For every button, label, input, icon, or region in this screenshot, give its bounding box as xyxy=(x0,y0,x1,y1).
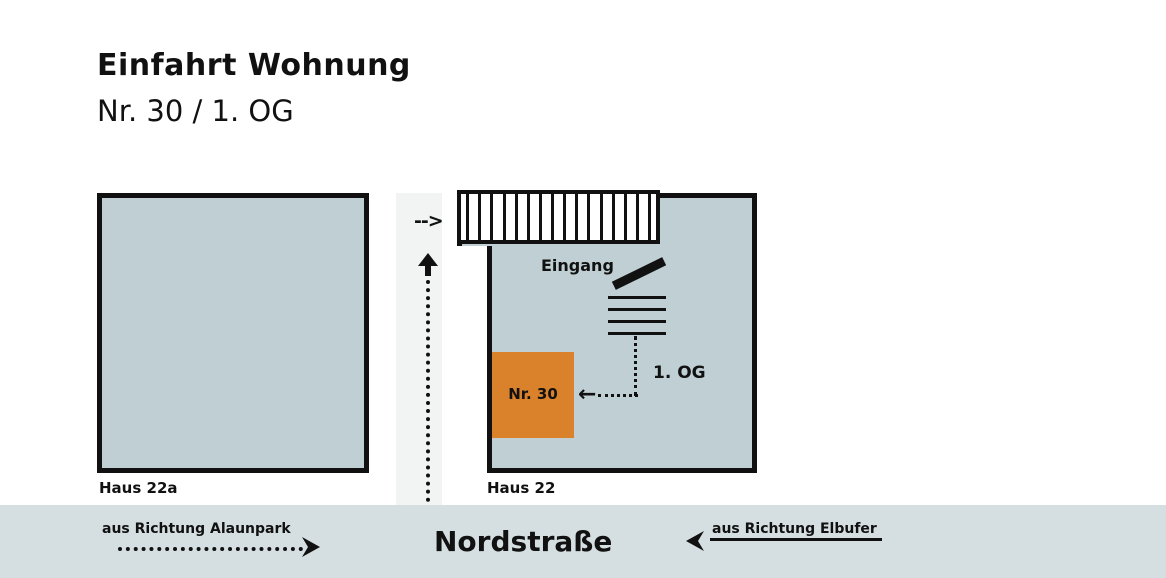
building-haus-22a xyxy=(97,193,369,473)
label-haus-22a: Haus 22a xyxy=(99,479,178,497)
driveway-arrow-up-icon xyxy=(416,252,440,276)
stair-block-right-edge xyxy=(656,190,660,244)
door-icon xyxy=(612,257,666,285)
interior-stairs xyxy=(608,296,666,336)
direction-label-left: aus Richtung Alaunpark xyxy=(102,521,291,537)
driveway-path-dots xyxy=(426,272,430,502)
route-arrow-left-icon: ← xyxy=(578,382,597,407)
direction-arrow-right-icon xyxy=(300,535,322,559)
driveway-strip xyxy=(396,193,442,505)
direction-dots-left xyxy=(118,547,303,551)
page-subtitle: Nr. 30 / 1. OG xyxy=(97,94,294,128)
page-title: Einfahrt Wohnung xyxy=(97,48,411,83)
building-notch xyxy=(457,246,490,473)
label-haus-22: Haus 22 xyxy=(487,479,556,497)
stair-block-left-edge xyxy=(457,190,461,244)
apartment-label: Nr. 30 xyxy=(508,385,558,403)
route-path-horizontal xyxy=(598,394,638,397)
street-name: Nordstraße xyxy=(434,525,613,558)
label-eingang: Eingang xyxy=(541,256,614,275)
direction-label-right: aus Richtung Elbufer xyxy=(712,521,877,537)
route-path-vertical xyxy=(634,336,637,396)
entrance-arrow-icon: --> xyxy=(414,210,443,232)
direction-underline-right xyxy=(710,538,882,541)
label-floor: 1. OG xyxy=(653,363,706,383)
direction-arrow-left-icon xyxy=(684,529,706,553)
stair-bars xyxy=(457,194,660,240)
stair-block-hatched xyxy=(457,190,660,244)
